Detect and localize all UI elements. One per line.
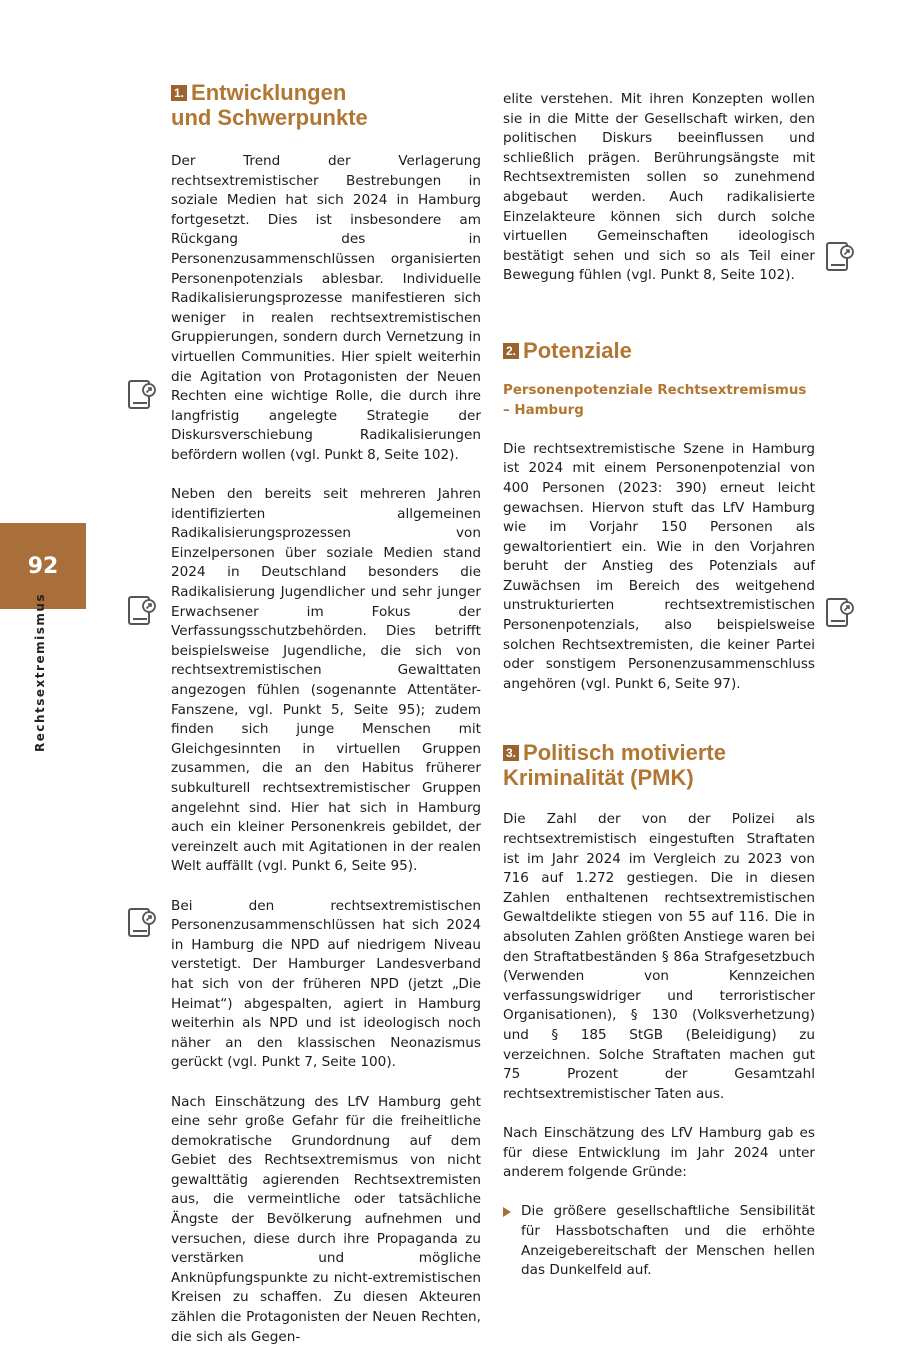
paragraph: Nach Einschätzung des LfV Hamburg gab es für diese Entwicklung im Jahr 2024 unter anderem folgende Gründe: <box>503 1124 815 1183</box>
section-2-heading <box>503 338 815 363</box>
document-reference-icon[interactable] <box>825 596 855 630</box>
paragraph: elite verstehen. Mit ihren Konzepten wollen sie in die Mitte der Gesellschaft wirken, den politischen Diskurs beeinflussen und schließlich prägen. Berührungsängste mit Rechtsextremisten sollen so zunehmend abgebaut werden. Auch radikalisierte Einzelakteure können sich durch solche virtuellen Gemeinschaften ideologisch bestätigt sehen und sich so als Teil einer Bewegung fühlen (vgl. Punkt 8, Seite 102). <box>503 90 815 286</box>
right-column <box>503 90 815 1281</box>
heading-line: und Schwerpunkte <box>171 105 368 130</box>
section-1-heading <box>171 80 481 130</box>
list-item-text: Die größere gesellschaftliche Sensibilität für Hassbotschaften und die erhöhte Anzeigebereitschaft der Menschen hellen das Dunkelfeld auf. <box>521 1202 815 1280</box>
document-reference-icon[interactable] <box>825 240 855 274</box>
paragraph: Neben den bereits seit mehreren Jahren identifizierten allgemeinen Radikalisierungsprozessen von Einzelpersonen über soziale Medien stand 2024 in Deutschland besonders die Radikalisierung Jugendlicher und sehr junger Erwachsener im Fokus der Verfassungsschutzbehörden. Dies betrifft beispielsweise Jugendliche, die sich von rechtsextremistischen Gewalttaten angezogen fühlen (sogenannte Attentäter-Fanszene, vgl. Punkt 5, Seite 95); zudem finden sich junge Menschen mit Gleichgesinnten in virtuellen Gruppen zusammen, die an den Habitus früherer subkulturell rechtsextremistischer Gruppen angelehnt sind. Hier hat sich in Hamburg auch ein kleiner Personenkreis gebildet, der vereinzelt auch mit Agitationen in der realen Welt auffällt (vgl. Punkt 6, Seite 95). <box>171 485 481 877</box>
paragraph: Die rechtsextremistische Szene in Hamburg ist 2024 mit einem Personenpotenzial von 400 Personen (2023: 390) erneut leicht gewachsen. Hiervon stuft das LfV Hamburg wie im Vorjahr 150 Personen als gewaltorientiert ein. Wie in den Vorjahren beruht der Anstieg des Potenzials auf Zuwächsen im Bereich des weitgehend unstrukturierten rechtsextremistischen Personenpotenzials, also beispielsweise solchen Rechtsextremisten, die keiner Partei oder sonstigem Personenzusammenschluss angehören (vgl. Punkt 6, Seite 97). <box>503 440 815 695</box>
section-3-heading <box>503 740 815 790</box>
document-reference-icon[interactable] <box>127 906 157 940</box>
heading-line: Entwicklungen <box>191 80 346 105</box>
paragraph: Nach Einschätzung des LfV Hamburg geht eine sehr große Gefahr für die freiheitliche demokratische Grundordnung auf dem Gebiet des Rechtsextremismus von nicht gewalttätig agierenden Rechtsextremisten aus, die vermeintliche oder tatsächliche Ängste der Bevölkerung aufnehmen und versuchen, diese durch ihre Propaganda zu verstärken und mögliche Anknüpfungspunkte zu nicht-extremistischen Kreisen zu schaffen. Zu diesen Akteuren zählen die Protagonisten der Neuen Rechten, die sich als Gegen- <box>171 1093 481 1347</box>
page-number: 92 <box>28 554 59 579</box>
heading-line: Potenziale <box>523 338 632 363</box>
list-item <box>503 1202 815 1280</box>
paragraph: Der Trend der Verlagerung rechtsextremistischer Bestrebungen in soziale Medien hat sich 2024 in Hamburg fortgesetzt. Dies ist insbesondere am Rückgang des in Personenzusammenschlüssen organisierten Personenpotenzials ablesbar. Individuelle Radikalisierungsprozesse manifestieren sich weniger in realen rechtsextremistischen Gruppierungen, sondern durch Vernetzung in virtuellen Communities. Hier spielt weiterhin die Agitation von Protagonisten der Neuen Rechten eine wichtige Rolle, die durch ihre langfristig angelegte Strategie der Diskursverschiebung Radikalisierungen befördern wollen (vgl. Punkt 8, Seite 102). <box>171 152 481 466</box>
section-label: Rechtsextremismus <box>33 593 47 752</box>
section-number: 2. <box>503 343 519 359</box>
subheading: Personenpotenziale Rechtsextremismus – Hamburg <box>503 381 815 420</box>
heading-line: Kriminalität (PMK) <box>503 765 694 790</box>
bullet-triangle-icon <box>503 1207 511 1217</box>
left-column <box>171 80 481 1347</box>
document-reference-icon[interactable] <box>127 594 157 628</box>
paragraph: Die Zahl der von der Polizei als rechtsextremistisch eingestuften Straftaten ist im Jahr 2024 im Vergleich zu 2023 von 716 auf 1.272 gestiegen. Die in diesen Zahlen enthaltenen rechtsextremistischen Gewaltdelikte stiegen von 55 auf 116. Die in absoluten Zahlen größten Anstiege waren bei den Straftatbeständen § 86a Strafgesetzbuch (Verwenden von Kennzeichen verfassungswidriger und terroristischer Organisationen), § 130 (Volksverhetzung) und § 185 StGB (Beleidigung) zu verzeichnen. Solche Straftaten machen gut 75 Prozent der Gesamtzahl rechtsextremistischer Taten aus. <box>503 810 815 1104</box>
document-reference-icon[interactable] <box>127 378 157 412</box>
section-number: 3. <box>503 745 519 761</box>
heading-line: Politisch motivierte <box>523 740 726 765</box>
paragraph: Bei den rechtsextremistischen Personenzusammenschlüssen hat sich 2024 in Hamburg die NPD auf niedrigem Niveau verstetigt. Der Hamburger Landesverband hat sich von der früheren NPD (jetzt „Die Heimat“) abgespalten, agiert in Hamburg weiterhin als NPD und ist ideologisch noch näher an den klassischen Neonazismus gerückt (vgl. Punkt 7, Seite 100). <box>171 897 481 1073</box>
section-number: 1. <box>171 85 187 101</box>
